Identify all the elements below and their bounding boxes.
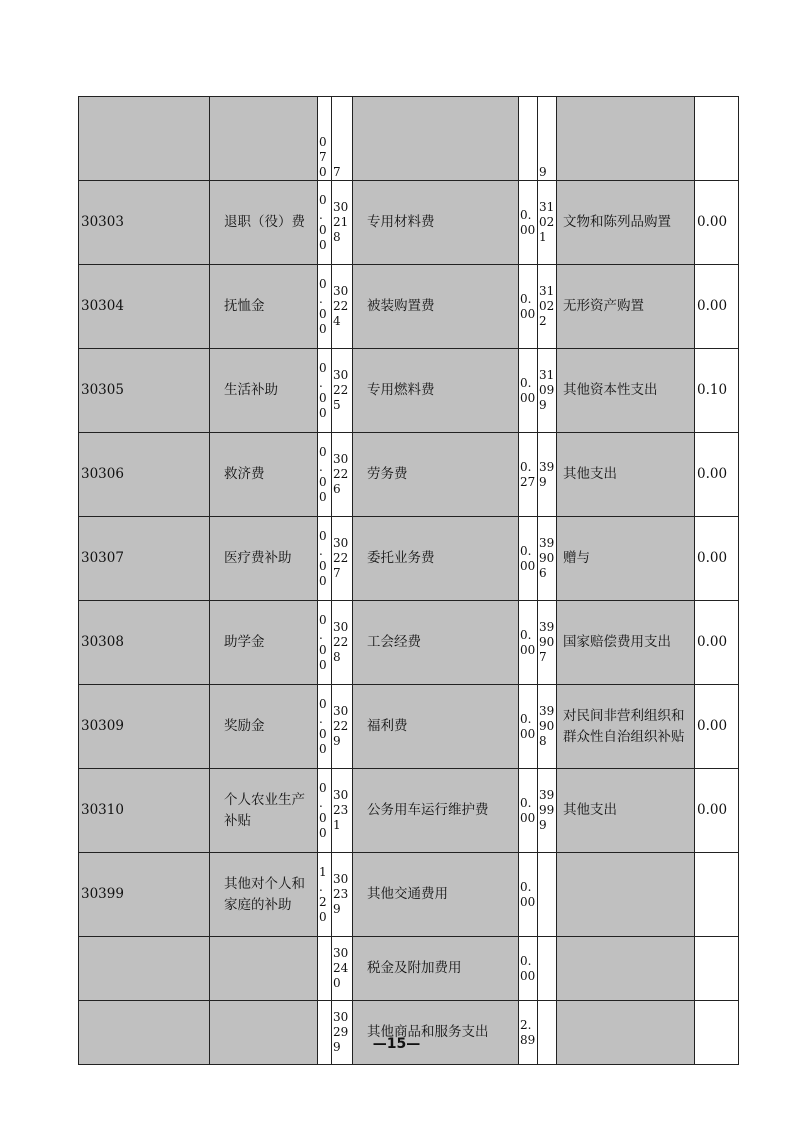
amount-cell: [318, 1001, 332, 1065]
amount-cell: 0.00: [695, 685, 739, 769]
amount-cell: [695, 937, 739, 1001]
econ-name-cell: [557, 853, 695, 937]
econ-name-cell: 委托业务费: [353, 517, 519, 601]
table-row: [79, 1001, 739, 1065]
econ-code-cell: 39 90 6: [538, 517, 557, 601]
table-row: [79, 265, 739, 349]
amount-cell: 0 . 0 0: [318, 517, 332, 601]
econ-name-cell: 专用燃料费: [353, 349, 519, 433]
amount-cell: 0.00: [695, 181, 739, 265]
econ-code-cell: 30399: [79, 853, 210, 937]
econ-name-cell: [353, 97, 519, 181]
amount-cell: 0.10: [695, 349, 739, 433]
econ-code-cell: 30 22 7: [332, 517, 353, 601]
amount-cell: 0.00: [695, 433, 739, 517]
amount-cell: 0. 00: [519, 937, 538, 1001]
amount-cell: 0 . 0 0: [318, 181, 332, 265]
econ-name-cell: 其他资本性支出: [557, 349, 695, 433]
econ-name-cell: 退职（役）费: [210, 181, 318, 265]
econ-code-cell: 39 90 8: [538, 685, 557, 769]
econ-code-cell: 31 02 1: [538, 181, 557, 265]
amount-cell: 0. 00: [519, 769, 538, 853]
econ-name-cell: 其他支出: [557, 769, 695, 853]
amount-cell: 0.00: [695, 517, 739, 601]
econ-code-cell: [538, 1001, 557, 1065]
econ-name-cell: [210, 1001, 318, 1065]
amount-cell: 0. 00: [519, 685, 538, 769]
econ-name-cell: 国家赔偿费用支出: [557, 601, 695, 685]
econ-name-cell: 助学金: [210, 601, 318, 685]
amount-cell: 2. 89: [519, 1001, 538, 1065]
page-number: —15—: [372, 1036, 421, 1052]
econ-code-cell: 30310: [79, 769, 210, 853]
amount-cell: [695, 853, 739, 937]
econ-code-cell: 7: [332, 97, 353, 181]
table-row: [79, 685, 739, 769]
econ-name-cell: 公务用车运行维护费: [353, 769, 519, 853]
amount-cell: 0. 00: [519, 853, 538, 937]
econ-code-cell: 39 90 7: [538, 601, 557, 685]
econ-code-cell: 30 21 8: [332, 181, 353, 265]
econ-code-cell: 39 9: [538, 433, 557, 517]
amount-cell: [318, 937, 332, 1001]
amount-cell: 0 . 0 0: [318, 349, 332, 433]
amount-cell: 0 . 0 0: [318, 601, 332, 685]
econ-name-cell: 医疗费补助: [210, 517, 318, 601]
econ-name-cell: 其他支出: [557, 433, 695, 517]
econ-name-cell: 文物和陈列品购置: [557, 181, 695, 265]
amount-cell: 0 . 0 0: [318, 769, 332, 853]
amount-cell: [695, 1001, 739, 1065]
table-row: [79, 181, 739, 265]
amount-cell: [519, 97, 538, 181]
econ-name-cell: 专用材料费: [353, 181, 519, 265]
econ-code-cell: [79, 1001, 210, 1065]
amount-cell: 0. 27: [519, 433, 538, 517]
amount-cell: 0. 00: [519, 517, 538, 601]
econ-name-cell: [210, 937, 318, 1001]
econ-code-cell: 30 22 5: [332, 349, 353, 433]
amount-cell: 0. 00: [519, 265, 538, 349]
econ-name-cell: 福利费: [353, 685, 519, 769]
econ-code-cell: 30307: [79, 517, 210, 601]
econ-name-cell: [557, 937, 695, 1001]
amount-cell: 0.00: [695, 265, 739, 349]
econ-name-cell: 其他商品和服务支出: [353, 1001, 519, 1065]
table-row: [79, 349, 739, 433]
econ-code-cell: 30 23 9: [332, 853, 353, 937]
econ-code-cell: [79, 97, 210, 181]
amount-cell: 0. 00: [519, 601, 538, 685]
econ-name-cell: 个人农业生产补贴: [210, 769, 318, 853]
econ-name-cell: 劳务费: [353, 433, 519, 517]
amount-cell: 0. 00: [519, 349, 538, 433]
econ-name-cell: 被装购置费: [353, 265, 519, 349]
econ-code-cell: 30 22 8: [332, 601, 353, 685]
amount-cell: 0 . 0 0: [318, 685, 332, 769]
amount-cell: 0 7 0: [318, 97, 332, 181]
amount-cell: 0. 00: [519, 181, 538, 265]
amount-cell: 0 . 0 0: [318, 433, 332, 517]
econ-code-cell: 30305: [79, 349, 210, 433]
econ-code-cell: 30 24 0: [332, 937, 353, 1001]
econ-name-cell: 救济费: [210, 433, 318, 517]
table-row: [79, 433, 739, 517]
econ-code-cell: 30 29 9: [332, 1001, 353, 1065]
econ-code-cell: 30 22 6: [332, 433, 353, 517]
econ-name-cell: [210, 97, 318, 181]
econ-code-cell: 9: [538, 97, 557, 181]
econ-code-cell: [538, 853, 557, 937]
econ-name-cell: [557, 97, 695, 181]
econ-code-cell: 39 99 9: [538, 769, 557, 853]
econ-name-cell: 其他对个人和家庭的补助: [210, 853, 318, 937]
amount-cell: [695, 97, 739, 181]
expenditure-table: [78, 96, 739, 1065]
econ-name-cell: 税金及附加费用: [353, 937, 519, 1001]
econ-name-cell: 抚恤金: [210, 265, 318, 349]
econ-name-cell: 赠与: [557, 517, 695, 601]
table-row: [79, 769, 739, 853]
econ-code-cell: [538, 937, 557, 1001]
econ-code-cell: [79, 937, 210, 1001]
amount-cell: 0.00: [695, 769, 739, 853]
econ-code-cell: 30303: [79, 181, 210, 265]
econ-name-cell: 对民间非营利组织和群众性自治组织补贴: [557, 685, 695, 769]
econ-code-cell: 30306: [79, 433, 210, 517]
econ-code-cell: 31 09 9: [538, 349, 557, 433]
econ-code-cell: 30 22 9: [332, 685, 353, 769]
econ-code-cell: 30304: [79, 265, 210, 349]
table-row: [79, 853, 739, 937]
amount-cell: 0.00: [695, 601, 739, 685]
econ-code-cell: 30 23 1: [332, 769, 353, 853]
econ-name-cell: 奖励金: [210, 685, 318, 769]
table-row: [79, 937, 739, 1001]
econ-name-cell: 工会经费: [353, 601, 519, 685]
econ-code-cell: 30 22 4: [332, 265, 353, 349]
econ-name-cell: 其他交通费用: [353, 853, 519, 937]
amount-cell: 1 . 2 0: [318, 853, 332, 937]
amount-cell: 0 . 0 0: [318, 265, 332, 349]
econ-code-cell: 30308: [79, 601, 210, 685]
table-row: [79, 601, 739, 685]
econ-code-cell: 30309: [79, 685, 210, 769]
table-row: [79, 517, 739, 601]
table-row: [79, 97, 739, 181]
econ-name-cell: [557, 1001, 695, 1065]
econ-code-cell: 31 02 2: [538, 265, 557, 349]
econ-name-cell: 生活补助: [210, 349, 318, 433]
econ-name-cell: 无形资产购置: [557, 265, 695, 349]
